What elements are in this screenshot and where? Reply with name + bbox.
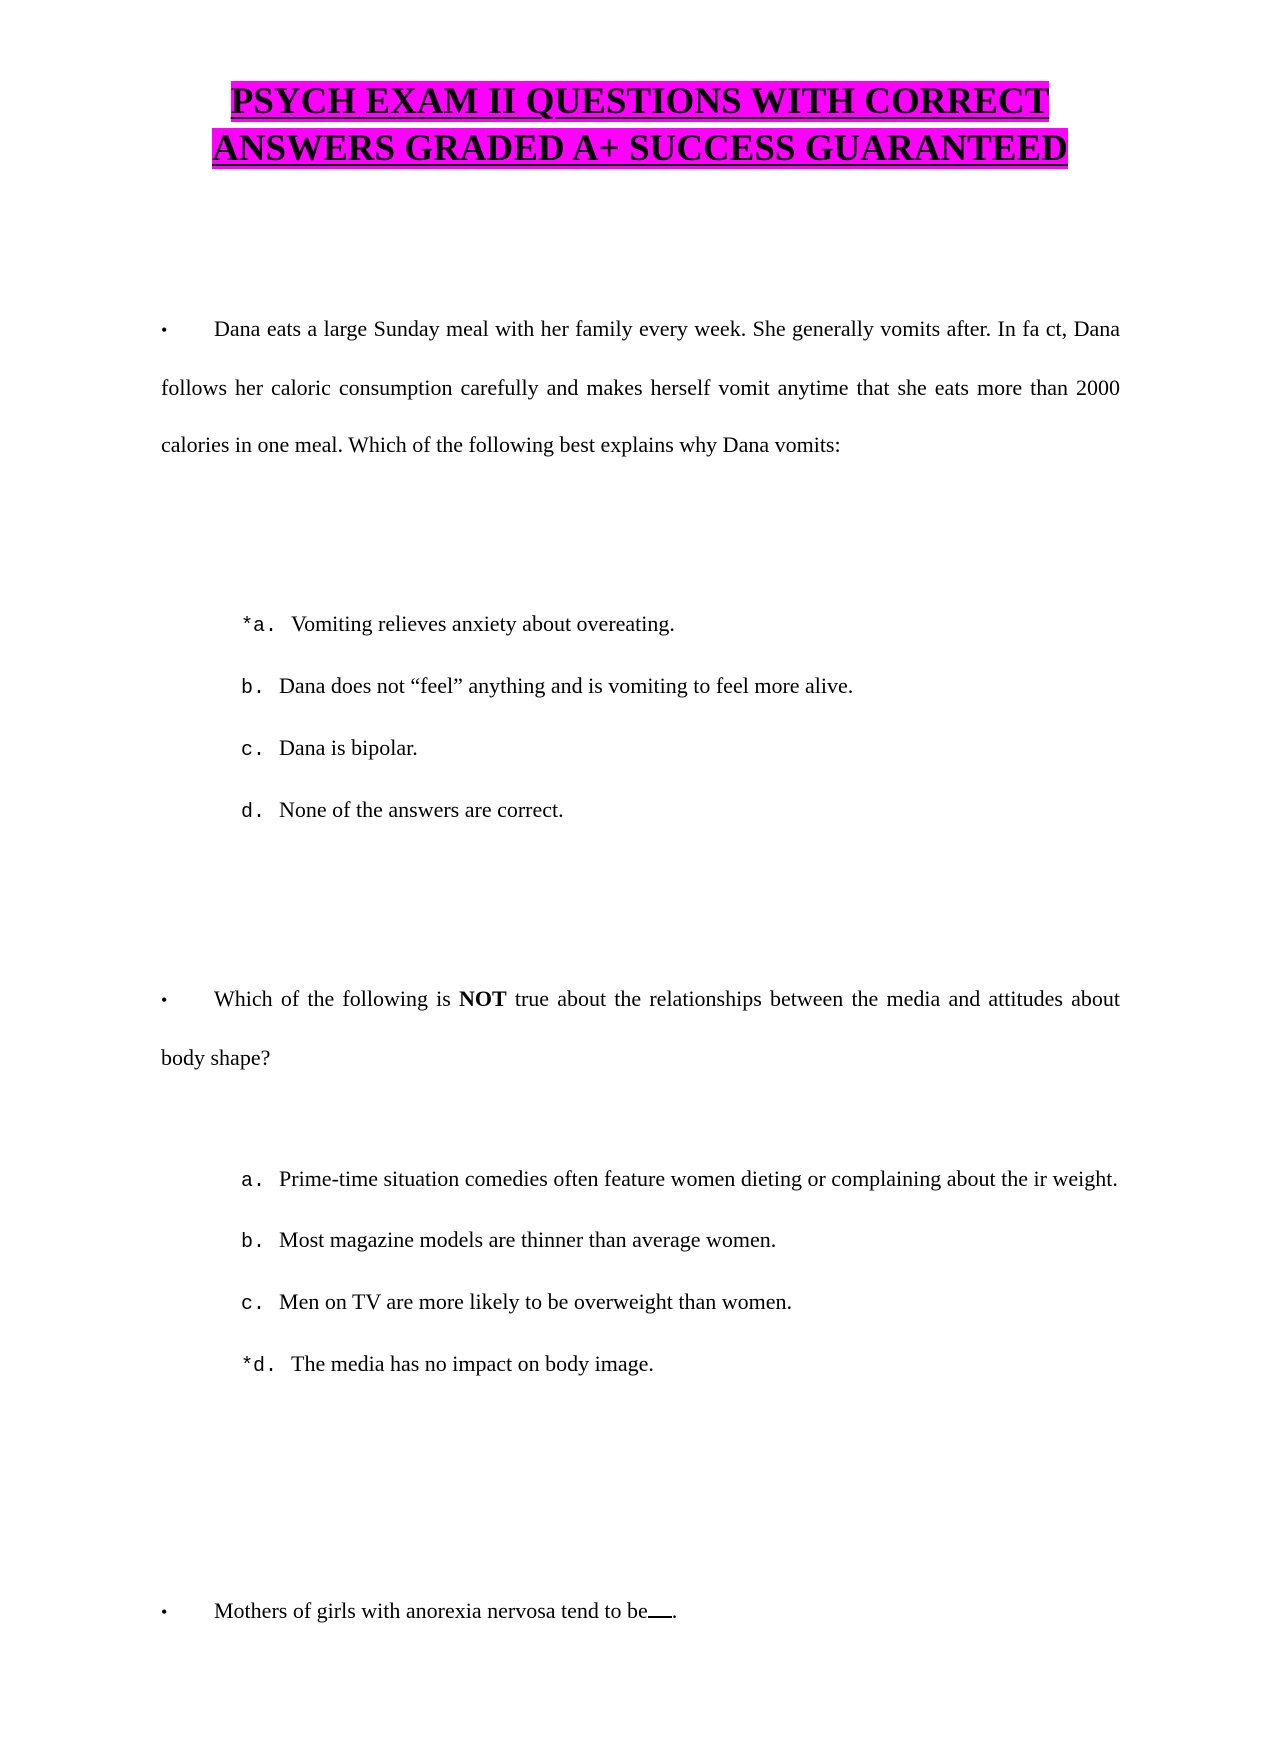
- question-1-options: [241, 594, 1120, 842]
- option-letter: b.: [241, 1231, 266, 1254]
- question-3-text: Mothers of girls with anorexia nervosa tend to be: [214, 1598, 648, 1623]
- option-letter: b.: [241, 677, 266, 700]
- answer-blank: [648, 1615, 672, 1618]
- question-1-text: Dana eats a large Sunday meal with her family every week. She generally vomits after. In fa ct, Dana follows her caloric consumption carefully and makes herself vomit anytime that she eats more than 2000 calories in one meal. Which of the following best explains why Dana vomits:: [161, 316, 1120, 457]
- bullet-icon: •: [161, 990, 168, 1010]
- option-1c: [241, 718, 1120, 780]
- document-title: [160, 78, 1120, 172]
- option-2a: [241, 1150, 1120, 1210]
- title-line-2: ANSWERS GRADED A+ SUCCESS GUARANTEED: [212, 128, 1068, 169]
- question-2-text-before: Which of the following is: [214, 986, 459, 1011]
- option-letter: d.: [241, 801, 266, 824]
- title-line-1: PSYCH EXAM II QUESTIONS WITH CORRECT: [230, 81, 1050, 122]
- option-text: The media has no impact on body image.: [291, 1351, 654, 1376]
- option-2c: [241, 1272, 1120, 1334]
- option-letter: a.: [241, 1170, 266, 1193]
- option-text: Prime-time situation comedies often feature women dieting or complaining about the ir weight.: [279, 1166, 1118, 1191]
- option-text: None of the answers are correct.: [279, 797, 564, 822]
- option-letter: *d.: [241, 1355, 278, 1378]
- option-text: Most magazine models are thinner than average women.: [279, 1227, 777, 1252]
- question-2-text-bold: NOT: [458, 986, 507, 1011]
- option-letter: c.: [241, 1293, 266, 1316]
- option-letter: *a.: [241, 615, 278, 638]
- option-text: Vomiting relieves anxiety about overeating.: [291, 611, 675, 636]
- question-2: [161, 970, 1120, 1086]
- option-text: Men on TV are more likely to be overweight than women.: [279, 1289, 793, 1314]
- option-2b: [241, 1210, 1120, 1272]
- bullet-icon: •: [161, 320, 168, 340]
- option-letter: c.: [241, 739, 266, 762]
- option-text: Dana is bipolar.: [279, 735, 418, 760]
- option-1a: [241, 594, 1120, 656]
- question-2-text-after: true about the relationships between the media and attitudes about body shape?: [161, 986, 1120, 1070]
- option-1d: [241, 780, 1120, 842]
- question-3-text-end: .: [671, 1598, 678, 1623]
- bullet-icon: •: [161, 1602, 168, 1622]
- option-1b: [241, 656, 1120, 718]
- option-2d: [241, 1334, 1120, 1396]
- question-2-options: [241, 1150, 1120, 1396]
- option-text: Dana does not “feel” anything and is vomiting to feel more alive.: [279, 673, 854, 698]
- question-1: [161, 300, 1120, 473]
- question-3: [161, 1582, 1120, 1641]
